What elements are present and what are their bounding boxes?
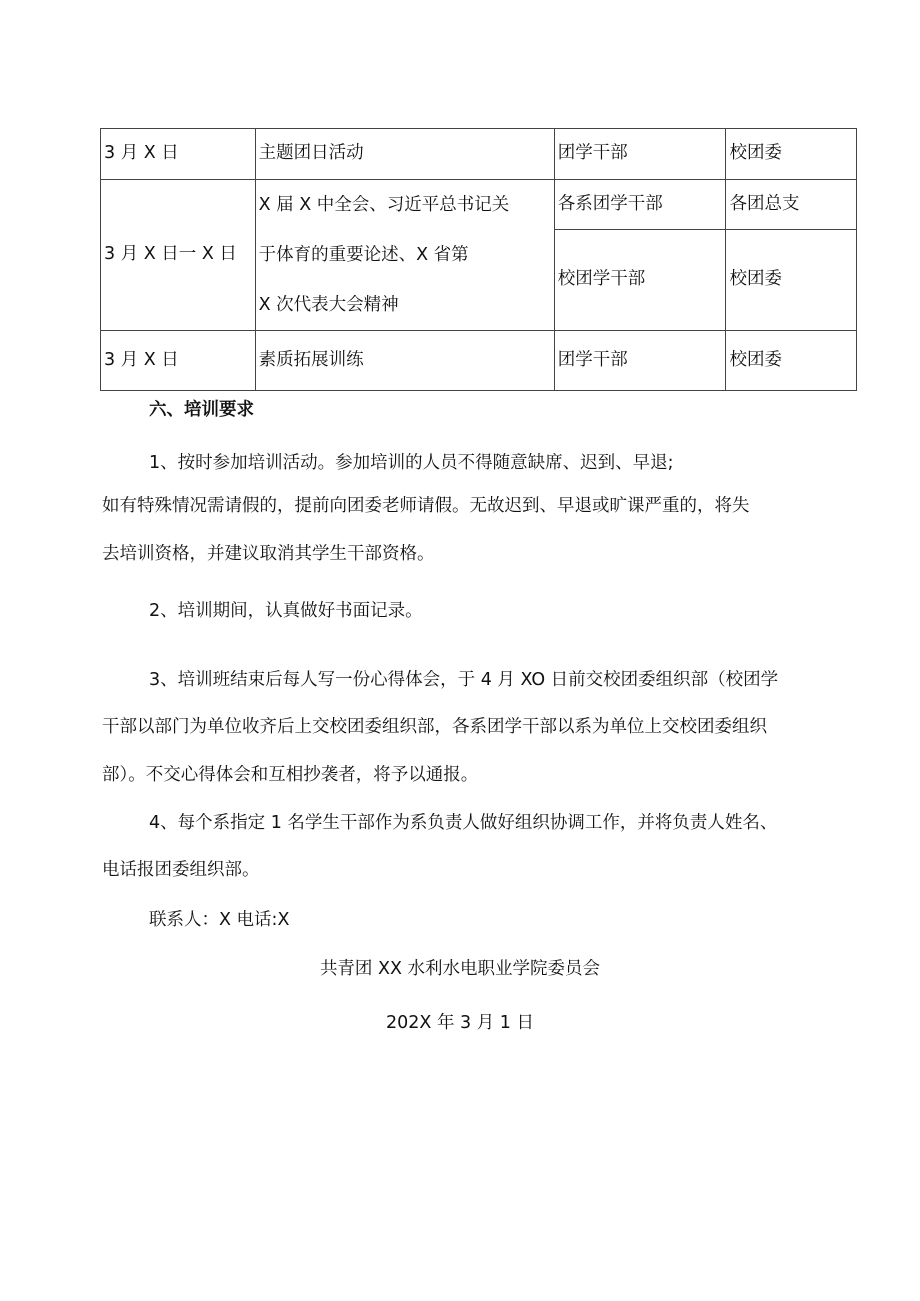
signature-organization: 共青团 XX 水利水电职业学院委员会 [319, 959, 601, 979]
table-row [101, 129, 857, 180]
content-cell: 素质拓展训练 [255, 331, 554, 391]
organizer-cell: 校团委 [726, 230, 857, 331]
signature-date: 202X 年 3 月 1 日 [386, 1013, 534, 1033]
table-row [101, 180, 857, 230]
date-cell: 3 月 X 日 [101, 129, 256, 180]
content-line: X 届 X 中全会、习近平总书记关 [258, 195, 510, 215]
paragraph-line: 1、按时参加培训活动。参加培训的人员不得随意缺席、迟到、早退; [149, 453, 674, 473]
participants-cell: 团学干部 [554, 129, 726, 180]
content-line: 于体育的重要论述、X 省第 [258, 245, 469, 265]
contact-line: 联系人：X 电话:X [149, 910, 290, 930]
organizer-cell: 校团委 [726, 331, 857, 391]
paragraph-line: 2、培训期间，认真做好书面记录。 [149, 601, 423, 621]
organizer-cell: 校团委 [726, 129, 857, 180]
date-cell: 3 月 X 日 [101, 331, 256, 391]
date-cell: 3 月 X 日一 X 日 [101, 180, 256, 331]
paragraph-line: 去培训资格，并建议取消其学生干部资格。 [102, 544, 435, 564]
table-row [101, 331, 857, 391]
participants-cell: 各系团学干部 [554, 180, 726, 230]
paragraph-line: 4、每个系指定 1 名学生干部作为系负责人做好组织协调工作，并将负责人姓名、 [149, 813, 778, 833]
paragraph-line: 电话报团委组织部。 [102, 860, 260, 880]
participants-cell: 校团学干部 [554, 230, 726, 331]
organizer-cell: 各团总支 [726, 180, 857, 230]
participants-cell: 团学干部 [554, 331, 726, 391]
paragraph-line: 3、培训班结束后每人写一份心得体会，于 4 月 XO 日前交校团委组织部（校团学 [149, 670, 779, 690]
content-cell: 主题团日活动 [255, 129, 554, 180]
paragraph-line: 干部以部门为单位收齐后上交校团委组织部，各系团学干部以系为单位上交校团委组织 [102, 717, 767, 737]
content-cell [255, 180, 554, 331]
training-schedule-table [100, 128, 857, 391]
section-heading: 六、培训要求 [149, 400, 254, 420]
paragraph-line: 如有特殊情况需请假的，提前向团委老师请假。无故迟到、早退或旷课严重的，将失 [102, 496, 750, 516]
content-line: X 次代表大会精神 [258, 295, 399, 315]
paragraph-line: 部）。不交心得体会和互相抄袭者，将予以通报。 [102, 765, 479, 785]
